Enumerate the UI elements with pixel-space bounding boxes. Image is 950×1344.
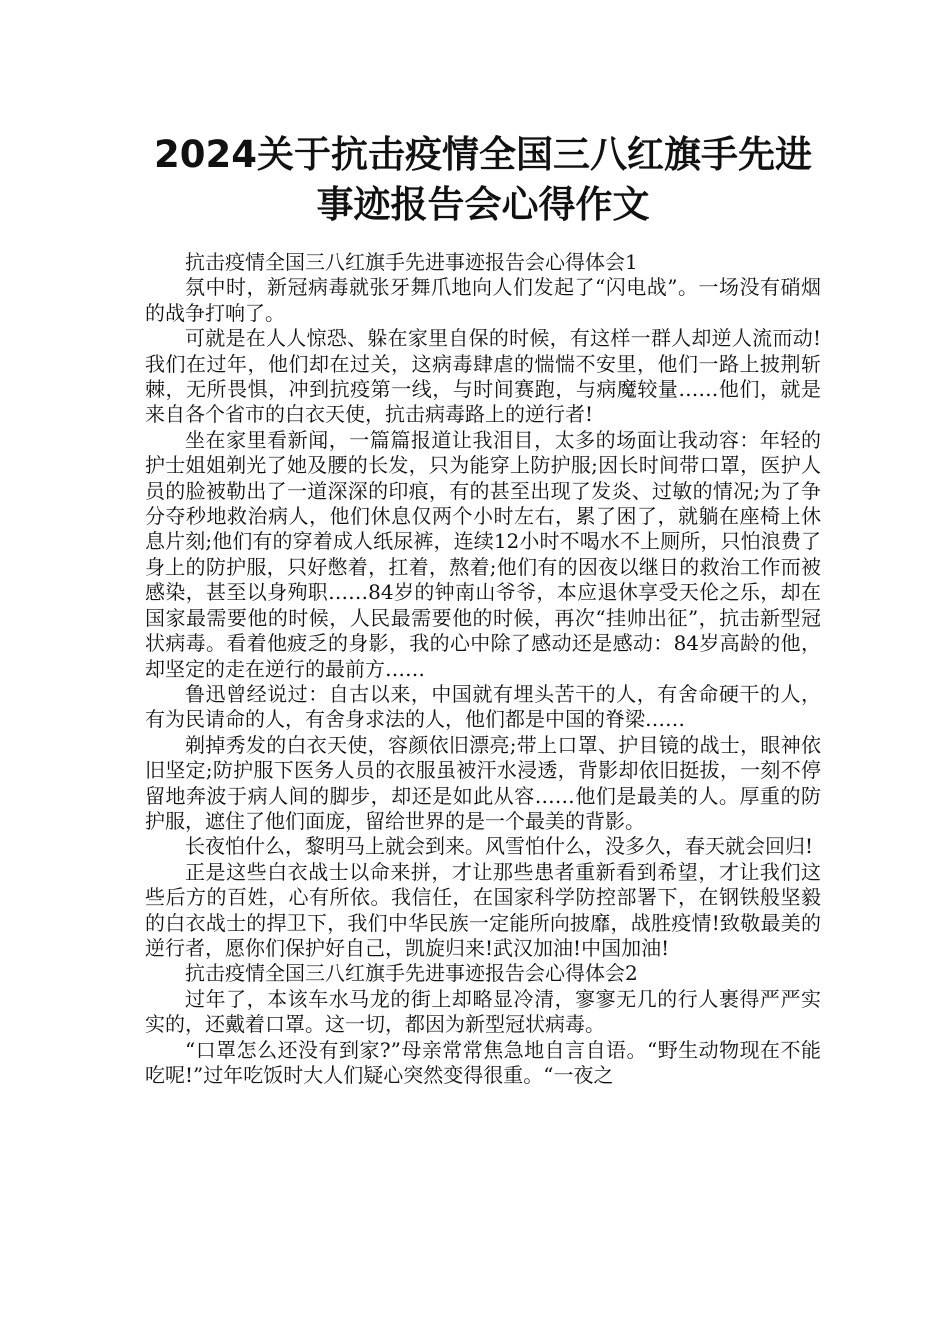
paragraph: 坐在家里看新闻，一篇篇报道让我泪目，太多的场面让我动容：年轻的护士姐姐剃光了她及腰的长发，只为能穿上防护服;因长时间带口罩，医护人员的脸被勒出了一道深深的印痕，有的甚至出现了发炎、过敏的情况;为了争分夺秒地救治病人，他们休息仅两个小时左右，累了困了，就躺在座椅上休息片刻;他们有的穿着成人纸尿裤，连续12小时不喝水不上厕所，只怕浪费了身上的防护服，只好憋着，扛着，熬着;他们有的因夜以继日的救治工作而被感染，甚至以身殉职……84岁的钟南山爷爷，本应退休享受天伦之乐，却在国家最需要他的时候，人民最需要他的时候，再次“挂帅出征”，抗击新型冠状病毒。看着他疲乏的身影，我的心中除了感动还是感动：84岁高龄的他，却坚定的走在逆行的最前方…… bbox=[145, 427, 821, 681]
paragraph: 可就是在人人惊恐、躲在家里自保的时候，有这样一群人却逆人流而动!我们在过年，他们却在过关，这病毒肆虐的惴惴不安里，他们一路上披荆斩棘，无所畏惧，冲到抗疫第一线，与时间赛跑，与病魔较量……他们，就是来自各个省市的白衣天使，抗击病毒路上的逆行者! bbox=[145, 326, 821, 427]
section-heading-2: 抗击疫情全国三八红旗手先进事迹报告会心得体会2 bbox=[185, 961, 638, 986]
document-page bbox=[145, 120, 821, 1088]
paragraph: “口罩怎么还没有到家?”母亲常常焦急地自言自语。“野生动物现在不能吃呢!”过年吃饭时大人们疑心突然变得很重。“一夜之 bbox=[145, 1037, 821, 1087]
paragraph: 过年了，本该车水马龙的街上却略显冷清，寥寥无几的行人裹得严严实实的，还戴着口罩。这一切，都因为新型冠状病毒。 bbox=[145, 986, 821, 1037]
paragraph: 正是这些白衣战士以命来拼，才让那些患者重新看到希望，才让我们这些后方的百姓，心有所依。我信任，在国家科学防控部署下，在钢铁般坚毅的白衣战士的捍卫下，我们中华民族一定能所向披靡，战胜疫情!致敬最美的逆行者，愿你们保护好自己，凯旋归来!武汉加油!中国加油! bbox=[145, 859, 821, 960]
paragraph: 鲁迅曾经说过：自古以来，中国就有埋头苦干的人，有舍命硬干的人，有为民请命的人，有舍身求法的人，他们都是中国的脊梁…… bbox=[145, 681, 821, 732]
section-heading-1: 抗击疫情全国三八红旗手先进事迹报告会心得体会1 bbox=[185, 250, 638, 274]
document-title: 2024关于抗击疫情全国三八红旗手先进事迹报告会心得作文 bbox=[154, 133, 812, 226]
paragraph: 长夜怕什么，黎明马上就会到来。风雪怕什么，没多久，春天就会回归! bbox=[185, 834, 814, 859]
paragraph: 剃掉秀发的白衣天使，容颜依旧漂亮;带上口罩、护目镜的战士，眼神依旧坚定;防护服下医务人员的衣服虽被汗水浸透，背影却依旧挺拔，一刻不停留地奔波于病人间的脚步，却还是如此从容……他们是最美的人。厚重的防护服，遮住了他们面庞，留给世界的是一个最美的背影。 bbox=[145, 732, 821, 833]
paragraph: 氛中时，新冠病毒就张牙舞爪地向人们发起了“闪电战”。一场没有硝烟的战争打响了。 bbox=[145, 275, 821, 325]
